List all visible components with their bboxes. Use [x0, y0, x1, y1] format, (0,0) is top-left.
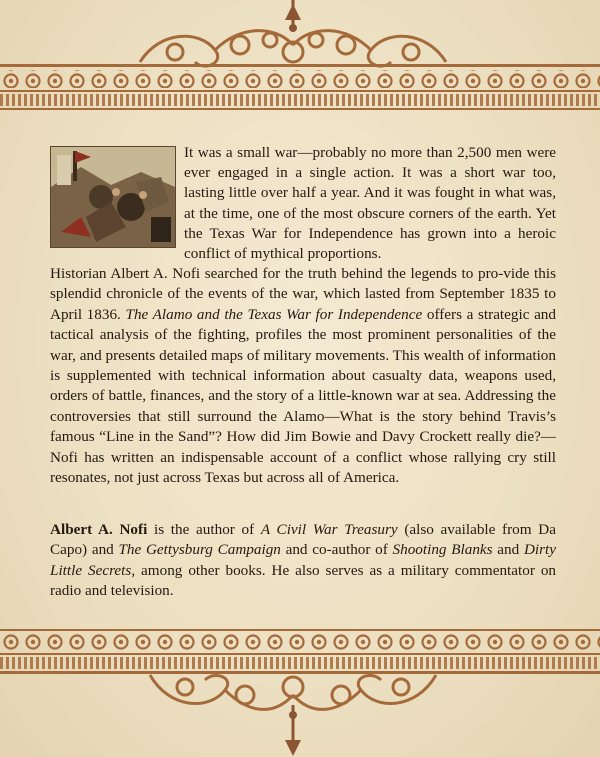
author-bio-paragraph [50, 520, 556, 602]
bottom-ornament-border [0, 615, 600, 757]
description-text-part1: Historian Albert A. Nofi searched for the truth behind the legends to pro-vide this splendid chronicle of the events of the war, which lasted from September 1835 to April 1836. [50, 265, 556, 323]
author-bio-t2: (also available from Da Capo) and [50, 521, 556, 559]
author-bio-text [50, 520, 556, 602]
book-title-gettysburg-campaign: The Gettysburg Campaign [118, 541, 281, 559]
author-bio-t3: and co-author of [280, 541, 393, 559]
description-text-part2: offers a strategic and tactical analysis of the fighting, profiles the most prominent personalities of the war, and presents detailed maps of military movements. This wealth of information is supplemented with technical information about casualty data, weapons used, orders of battle, finances, and the story of a little-known war at sea. Addressing the controversies that still surround the Alamo—What is the story behind Travis’s famous “Line in the Sand”? How did Jim Bowie and Davy Crockett really die?—Nofi has written an indispensable account of a conflict whose rallying cry still resonates, not just across Texas but across all of America. [50, 305, 556, 487]
book-title-civil-war-treasury: A Civil War Treasury [260, 521, 398, 538]
lead-paragraph-text: It was a small war—probably no more than 2,500 men were ever engaged in a single action. It was a short war too, lasting little over half a year. And it was fought in what was, at the time, one of the most obscure corners of the earth. Yet the Texas War for Independence has grown into a heroic conflict of mythical proportions. [184, 144, 556, 263]
top-ornament-svg [0, 0, 600, 115]
author-bio-t1: is the author of [147, 521, 261, 538]
author-name: Albert A. Nofi [50, 521, 148, 538]
battle-painting-image [51, 147, 175, 247]
lead-paragraph [184, 143, 556, 264]
author-bio-t5: , among other books. He also serves as a military commentator on radio and television. [50, 561, 557, 600]
description-paragraph [50, 264, 556, 488]
book-title-shooting-blanks: Shooting Blanks [392, 541, 493, 559]
battle-painting-thumbnail [50, 146, 176, 248]
book-title-dirty-little-secrets: Dirty Little Secrets [50, 541, 556, 579]
top-ornament-border [0, 0, 600, 115]
bottom-ornament-svg [0, 615, 600, 757]
book-title-alamo: The Alamo and the Texas War for Independence [125, 305, 423, 323]
author-bio-t4: and [492, 541, 524, 559]
description-text [50, 264, 556, 488]
